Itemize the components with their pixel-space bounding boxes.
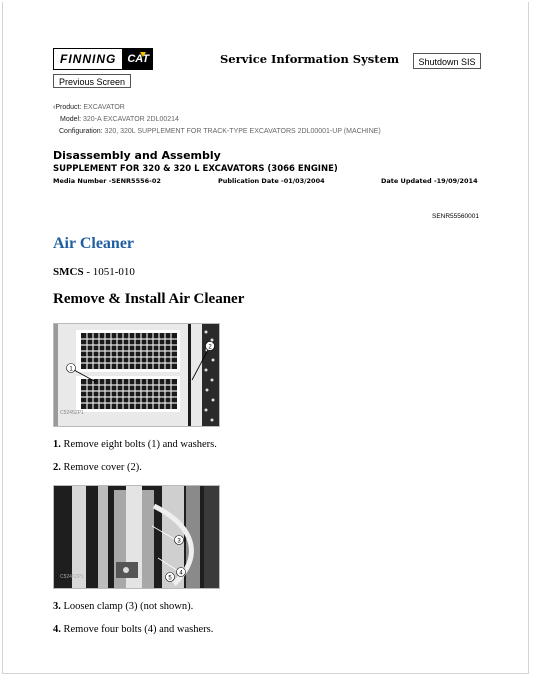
callout-1: 1 [69,366,73,373]
configuration-line [59,128,381,135]
product-label: Product: [55,104,82,111]
callout-5: 5 [168,575,172,582]
date-updated: Date Updated -19/09/2014 [381,177,478,185]
finning-cat-logo [53,48,153,70]
configuration-value: 320, 320L SUPPLEMENT FOR TRACK-TYPE EXCAVATORS 2DL00001-UP (MACHINE) [104,128,381,135]
shutdown-sis-button[interactable]: Shutdown SIS [413,53,481,69]
smcs-value: - 1051-010 [83,266,135,278]
step-2: 2. Remove cover (2). [53,462,142,473]
figure-1-photo [53,323,220,427]
smcs-code [53,266,135,278]
figure-1-code: C5245ZP1 [60,410,84,416]
callout-2: 2 [208,344,212,351]
model-label: Model: [60,116,82,123]
previous-screen-button[interactable]: Previous Screen [53,74,131,88]
step-4: 4. Remove four bolts (4) and washers. [53,624,214,635]
callout-3: 3 [177,538,181,545]
doc-heading: Disassembly and Assembly [53,149,221,162]
document-id: SENR55560001 [432,213,479,220]
media-number: Media Number -SENR5556-02 [53,177,161,185]
model-line [60,116,179,123]
model-value: 320-A EXCAVATOR 2DL00214 [82,116,179,123]
figure-2-photo [53,485,220,589]
page-title: Service Information System [220,52,400,66]
product-value: EXCAVATOR [83,104,125,111]
configuration-label: Configuration: [59,128,103,135]
figure-1-illustration [54,324,219,426]
finning-logo-text: FINNING [53,48,123,70]
doc-subheading: SUPPLEMENT FOR 320 & 320 L EXCAVATORS (3066 ENGINE) [53,164,338,174]
smcs-label: SMCS [53,266,84,278]
callout-4: 4 [179,570,183,577]
publication-date: Publication Date -01/03/2004 [218,177,325,185]
procedure-title: Remove & Install Air Cleaner [53,291,245,307]
step-3: 3. Loosen clamp (3) (not shown). [53,601,194,612]
product-line [53,104,125,111]
figure-2-illustration [54,486,219,588]
chevron-left-icon: ‹ [53,104,56,111]
cat-logo-text: CAT [123,48,153,70]
section-title: Air Cleaner [53,235,135,252]
figure-2-code: C5246ZP1 [60,574,84,580]
step-1: 1. Remove eight bolts (1) and washers. [53,439,217,450]
